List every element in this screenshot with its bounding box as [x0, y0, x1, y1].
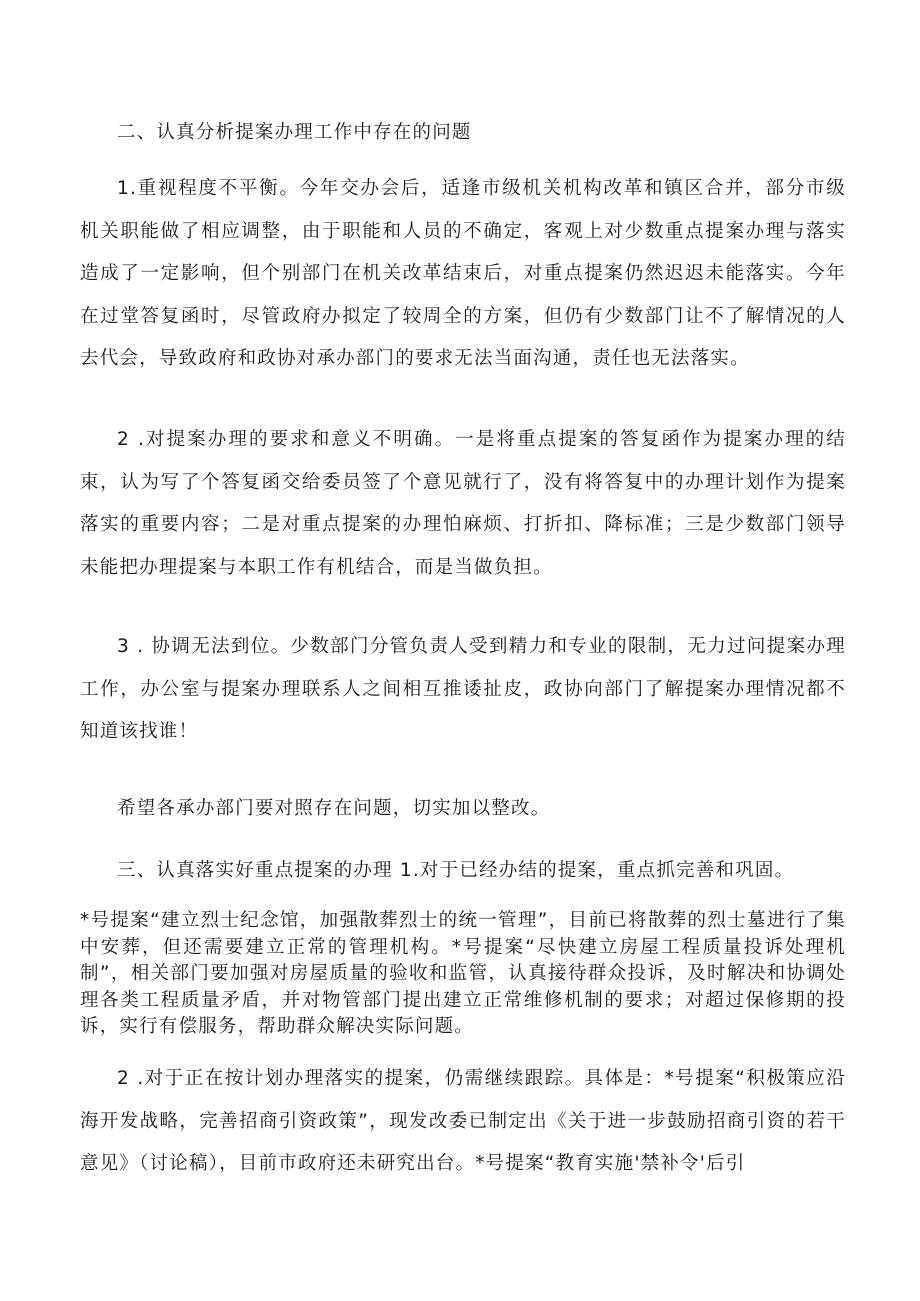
section-heading-3: 三、认真落实好重点提案的办理 1.对于已经办结的提案，重点抓完善和巩固。 — [117, 860, 795, 881]
paragraph-1: 1.重视程度不平衡。今年交办会后，适逢市级机关机构改革和镇区合并，部分市级机关职能做了相应调整，由于职能和人员的不确定，客观上对少数重点提案办理与落实造成了一定影响，但个别部门在机关改革结束后，对重点提案仍然迟迟未能落实。今年在过堂答复函时，尽管政府办拟定了较周全的方案，但仍有少数部门让不了解情况的人去代会，导致政府和政协对承办部门的要求无法当面沟通，责任也无法落实。 — [80, 178, 846, 369]
paragraph-4: 希望各承办部门要对照存在问题，切实加以整改。 — [117, 798, 551, 819]
paragraph-3: 3 . 协调无法到位。少数部门分管负责人受到精力和专业的限制，无力过问提案办理工作，办公室与提案办理联系人之间相互推诿扯皮，政协向部门了解提案办理情况都不知道该找谁！ — [80, 636, 846, 742]
paragraph-5: *号提案“建立烈士纪念馆，加强散葬烈士的统一管理”，目前已将散葬的烈士墓进行了集中安葬，但还需要建立正常的管理机构。*号提案“尽快建立房屋工程质量投诉处理机制”，相关部门要加强对房屋质量的验收和监管，认真接待群众投诉，及时解决和协调处理各类工程质量矛盾，并对物管部门提出建立正常维修机制的要求；对超过保修期的投诉，实行有偿服务，帮助群众解决实际问题。 — [80, 910, 846, 1038]
paragraph-2: 2 .对提案办理的要求和意义不明确。一是将重点提案的答复函作为提案办理的结束，认为写了个答复函交给委员签了个意见就行了，没有将答复中的办理计划作为提案落实的重要内容；二是对重点提案的办理怕麻烦、打折扣、降标准；三是少数部门领导未能把办理提案与本职工作有机结合，而是当做负担。 — [80, 429, 846, 578]
paragraph-6: 2 .对于正在按计划办理落实的提案，仍需继续跟踪。具体是：*号提案“积极策应沿海开发战略，完善招商引资政策”，现发改委已制定出《关于进一步鼓励招商引资的若干意见》（讨论稿），目前市政府还未研究出台。*号提案“教育实施'禁补令'后引 — [80, 1068, 846, 1174]
section-heading-2: 二、认真分析提案办理工作中存在的问题 — [117, 122, 472, 143]
